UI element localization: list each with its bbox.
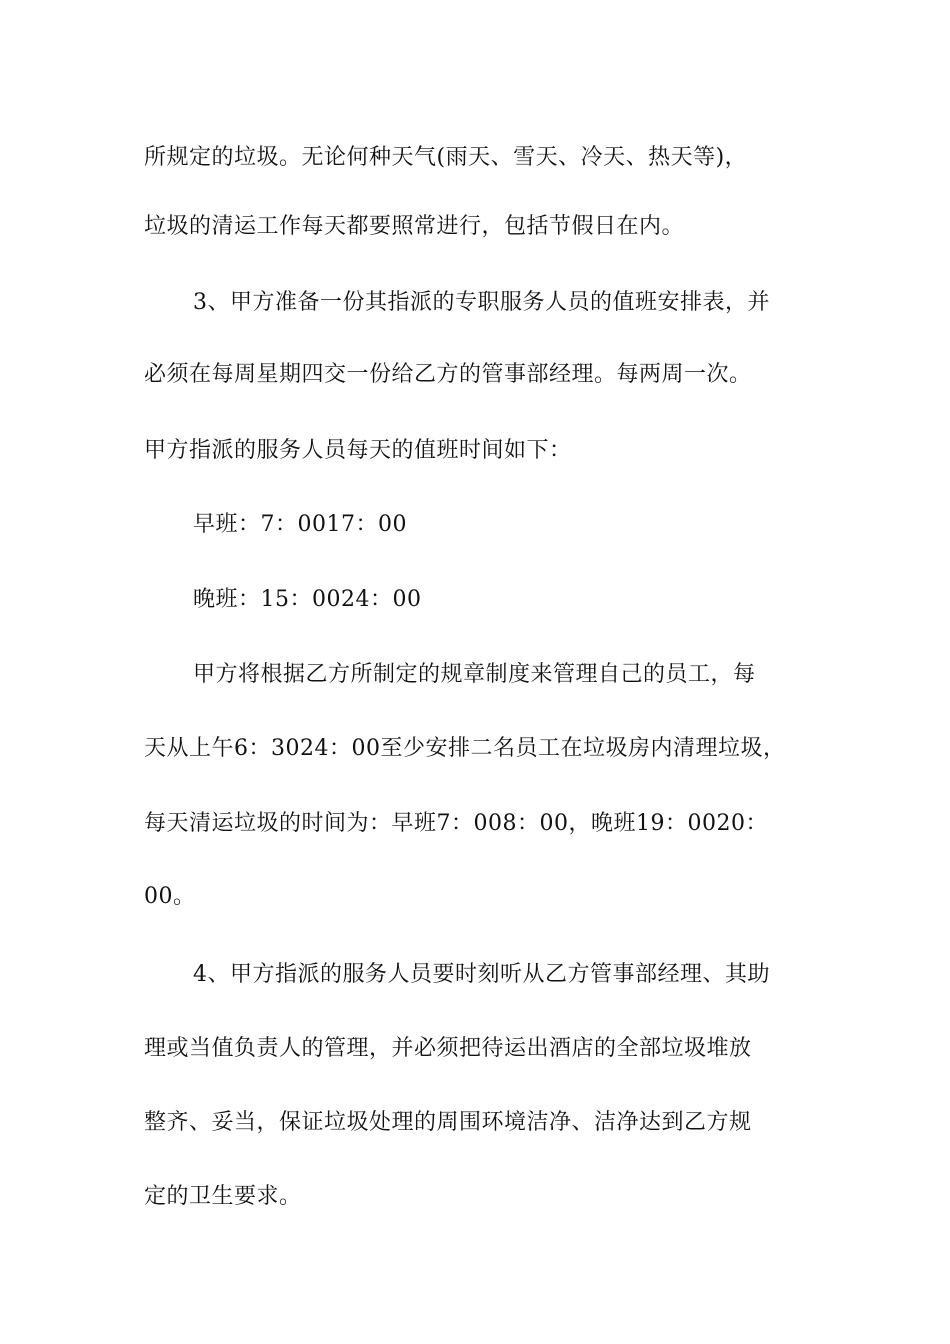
text-line-7: 晚班：15：0024：00	[193, 587, 422, 612]
text-line-6: 早班：7：0017：00	[193, 512, 407, 537]
text-line-8: 甲方将根据乙方所制定的规章制度来管理自己的员工，每	[193, 662, 756, 687]
text-line-9: 天从上午6：3024：00至少安排二名员工在垃圾房内清理垃圾，	[144, 736, 786, 761]
text-line-10: 每天清运垃圾的时间为：早班7：008：00，晚班19：0020：	[144, 811, 768, 836]
text-line-13: 理或当值负责人的管理，并必须把待运出酒店的全部垃圾堆放	[144, 1036, 752, 1061]
text-line-3: 3、甲方准备一份其指派的专职服务人员的值班安排表，并	[193, 290, 770, 315]
text-line-11: 00。	[144, 884, 196, 909]
text-line-4: 必须在每周星期四交一份给乙方的管事部经理。每两周一次。	[144, 362, 752, 387]
text-line-14: 整齐、妥当，保证垃圾处理的周围环境洁净、洁净达到乙方规	[144, 1110, 752, 1135]
text-line-2: 垃圾的清运工作每天都要照常进行，包括节假日在内。	[144, 214, 685, 239]
text-line-15: 定的卫生要求。	[144, 1184, 302, 1209]
text-line-1: 所规定的垃圾。无论何种天气(雨天、雪天、冷天、热天等)，	[144, 145, 748, 170]
text-line-5: 甲方指派的服务人员每天的值班时间如下：	[144, 438, 572, 463]
text-line-12: 4、甲方指派的服务人员要时刻听从乙方管事部经理、其助	[193, 962, 770, 987]
